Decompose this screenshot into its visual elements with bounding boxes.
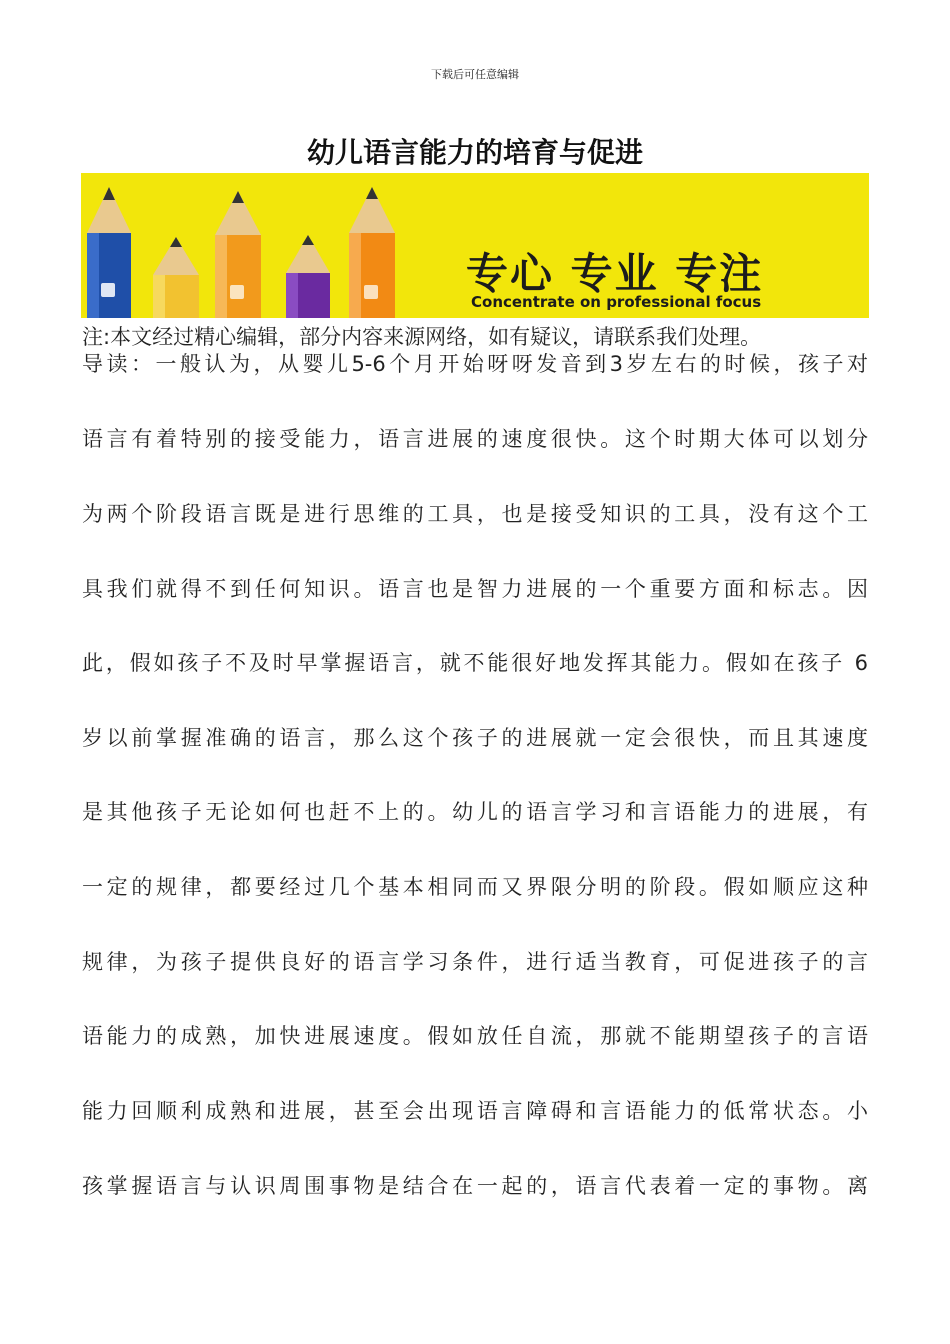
document-title: 幼儿语言能力的培育与促进 bbox=[306, 136, 643, 169]
pencil-icon bbox=[286, 235, 330, 318]
pencil-icon bbox=[87, 187, 131, 318]
header-note: 下载后可任意编辑 bbox=[431, 68, 519, 81]
banner-image bbox=[81, 173, 869, 318]
body-paragraph-line: 导读：一般认为，从婴儿5-6个月开始呀呀发音到3岁左右的时候，孩子对 bbox=[82, 352, 868, 376]
body-paragraph-line: 一定的规律，都要经过几个基本相同而又界限分明的阶段。假如顺应这种 bbox=[82, 875, 868, 899]
body-paragraph-line: 是其他孩子无论如何也赶不上的。幼儿的语言学习和言语能力的进展，有 bbox=[82, 800, 868, 824]
body-paragraph-line: 语能力的成熟，加快进展速度。假如放任自流，那就不能期望孩子的言语 bbox=[82, 1024, 868, 1048]
body-paragraph-line: 语言有着特别的接受能力，语言进展的速度很快。这个时期大体可以划分 bbox=[82, 427, 868, 451]
body-paragraph-line: 为两个阶段语言既是进行思维的工具，也是接受知识的工具，没有这个工 bbox=[82, 502, 868, 526]
pencil-icon bbox=[153, 237, 199, 318]
body-paragraph-line: 能力回顺利成熟和进展，甚至会出现语言障碍和言语能力的低常状态。小 bbox=[82, 1099, 868, 1123]
body-paragraph-line: 规律，为孩子提供良好的语言学习条件，进行适当教育，可促进孩子的言 bbox=[82, 950, 868, 974]
body-paragraph-line: 岁以前掌握准确的语言，那么这个孩子的进展就一定会很快，而且其速度 bbox=[82, 726, 868, 750]
body-paragraph-line: 孩掌握语言与认识周围事物是结合在一起的，语言代表着一定的事物。离 bbox=[82, 1174, 868, 1198]
body-paragraph-line: 具我们就得不到任何知识。语言也是智力进展的一个重要方面和标志。因 bbox=[82, 577, 868, 601]
body-paragraph-line: 此，假如孩子不及时早掌握语言，就不能很好地发挥其能力。假如在孩子 6 bbox=[82, 651, 868, 675]
banner-slogan-english: Concentrate on professional focus bbox=[471, 293, 762, 311]
pencil-icon bbox=[215, 191, 261, 318]
pencil-icon bbox=[349, 187, 395, 318]
disclaimer-note: 注:本文经过精心编辑，部分内容来源网络，如有疑议，请联系我们处理。 bbox=[82, 325, 762, 349]
banner-slogan: 专心 专业 专注 bbox=[466, 249, 764, 298]
